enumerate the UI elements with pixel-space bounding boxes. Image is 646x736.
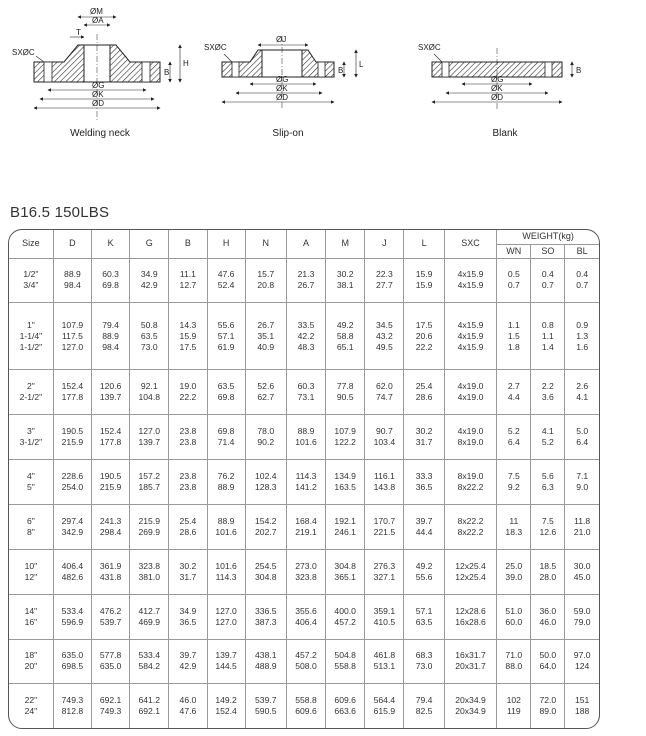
bl-label-d: ØD bbox=[491, 93, 503, 102]
table-cell: 79.4 82.5 bbox=[404, 684, 444, 728]
slip-on-drawing bbox=[204, 35, 364, 110]
table-cell: 5.6 6.3 bbox=[531, 459, 565, 504]
table-cell: 4x19.0 8x19.0 bbox=[444, 414, 497, 459]
table-cell: 400.0 457.2 bbox=[326, 594, 365, 639]
table-cell: 127.0 127.0 bbox=[207, 594, 245, 639]
table-cell: 39.7 44.4 bbox=[404, 504, 444, 549]
wn-label-m: ØM bbox=[90, 7, 103, 16]
table-cell: 7.1 9.0 bbox=[565, 459, 599, 504]
table-cell: 2.6 4.1 bbox=[565, 369, 599, 414]
table-cell: 168.4 219.1 bbox=[286, 504, 325, 549]
table-cell: 4.1 5.2 bbox=[531, 414, 565, 459]
table-cell: 19.0 22.2 bbox=[169, 369, 207, 414]
table-cell: 34.9 36.5 bbox=[169, 594, 207, 639]
wn-label-a: ØA bbox=[92, 16, 104, 25]
table-cell: 50.0 64.0 bbox=[531, 639, 565, 684]
table-cell: 749.3 812.8 bbox=[53, 684, 91, 728]
table-cell: 23.8 23.8 bbox=[169, 414, 207, 459]
table-cell: 577.8 635.0 bbox=[92, 639, 130, 684]
table-cell: 55.6 57.1 61.9 bbox=[207, 303, 245, 369]
table-cell: 533.4 584.2 bbox=[130, 639, 169, 684]
table-cell: 127.0 139.7 bbox=[130, 414, 169, 459]
table-cell: 151 188 bbox=[575, 695, 590, 717]
table-cell: 323.8 381.0 bbox=[130, 549, 169, 594]
table-cell: 15.9 15.9 bbox=[404, 258, 444, 303]
table-cell: 609.6 663.6 bbox=[326, 684, 365, 728]
table-cell: 21.3 26.7 bbox=[286, 258, 325, 303]
table-cell: 215.9 269.9 bbox=[130, 504, 169, 549]
so-label-j: ØJ bbox=[276, 35, 287, 44]
table-cell: 18" 20" bbox=[9, 639, 53, 684]
table-cell: 120.6 139.7 bbox=[92, 369, 130, 414]
table-cell: 192.1 246.1 bbox=[326, 504, 365, 549]
table-cell: 72.0 89.0 bbox=[531, 684, 565, 728]
table-cell: 4" 5" bbox=[9, 459, 53, 504]
table-cell: 88.9 101.6 bbox=[207, 504, 245, 549]
column-header-so: SO bbox=[531, 244, 565, 258]
table-cell: 304.8 365.1 bbox=[326, 549, 365, 594]
dimensions-table bbox=[9, 230, 599, 728]
table-cell: 6" 8" bbox=[9, 504, 53, 549]
table-cell: 476.2 539.7 bbox=[92, 594, 130, 639]
table-cell: 0.5 0.7 bbox=[497, 258, 531, 303]
table-cell: 692.1 749.3 bbox=[92, 684, 130, 728]
so-label-k: ØK bbox=[276, 84, 288, 93]
table-cell: 102 119 bbox=[497, 684, 531, 728]
table-row bbox=[9, 549, 599, 594]
table-cell: 33.5 42.2 48.3 bbox=[286, 303, 325, 369]
column-header-size: Size bbox=[9, 230, 53, 258]
column-header-d: D bbox=[53, 230, 91, 258]
table-cell: 68.3 73.0 bbox=[404, 639, 444, 684]
column-header-weight: WEIGHT(kg) bbox=[497, 230, 599, 244]
column-header-l: L bbox=[404, 230, 444, 258]
table-cell: 641.2 692.1 bbox=[130, 684, 169, 728]
column-header-b: B bbox=[169, 230, 207, 258]
table-cell: 0.4 0.7 bbox=[531, 258, 565, 303]
table-cell: 149.2 152.4 bbox=[207, 684, 245, 728]
table-cell: 63.5 69.8 bbox=[207, 369, 245, 414]
table-cell: 20x34.9 20x34.9 bbox=[444, 684, 497, 728]
table-row bbox=[9, 639, 599, 684]
table-cell: 152.4 177.8 bbox=[92, 414, 130, 459]
table-cell: 190.5 215.9 bbox=[92, 459, 130, 504]
table-cell: 10" 12" bbox=[9, 549, 53, 594]
table-cell: 254.5 304.8 bbox=[245, 549, 286, 594]
wn-label-b: B bbox=[164, 68, 170, 77]
caption-blank: Blank bbox=[492, 128, 518, 139]
table-cell: 15.7 20.8 bbox=[245, 258, 286, 303]
table-cell: 25.0 39.0 bbox=[497, 549, 531, 594]
table-cell: 0.9 1.3 1.6 bbox=[565, 303, 599, 369]
bl-label-b: B bbox=[576, 66, 582, 75]
bl-label-g: ØG bbox=[491, 75, 504, 84]
table-cell: 34.5 43.2 49.5 bbox=[365, 303, 404, 369]
table-cell: 25.4 28.6 bbox=[169, 504, 207, 549]
table-cell: 12x28.6 16x28.6 bbox=[444, 594, 497, 639]
table-cell: 1.1 1.5 1.8 bbox=[497, 303, 531, 369]
table-cell: 170.7 221.5 bbox=[365, 504, 404, 549]
table-row bbox=[9, 504, 599, 549]
table-row bbox=[9, 258, 599, 303]
table-cell: 88.9 98.4 bbox=[53, 258, 91, 303]
table-cell: 461.8 513.1 bbox=[365, 639, 404, 684]
table-cell: 18.5 28.0 bbox=[531, 549, 565, 594]
table-row bbox=[9, 684, 599, 728]
wn-label-d: ØD bbox=[92, 99, 104, 108]
table-title: B16.5 150LBS bbox=[10, 204, 110, 221]
column-header-h: H bbox=[207, 230, 245, 258]
table-cell: 139.7 144.5 bbox=[207, 639, 245, 684]
table-body bbox=[9, 258, 599, 728]
table-header-row bbox=[9, 230, 599, 244]
table-cell: 504.8 558.8 bbox=[326, 639, 365, 684]
table-cell: 51.0 60.0 bbox=[497, 594, 531, 639]
table-cell: 107.9 117.5 127.0 bbox=[53, 303, 91, 369]
dimensions-table-frame bbox=[8, 229, 600, 729]
table-cell: 0.8 1.1 1.4 bbox=[531, 303, 565, 369]
table-cell: 8x19.0 8x22.2 bbox=[444, 459, 497, 504]
column-header-bl: BL bbox=[565, 244, 599, 258]
table-cell: 14" 16" bbox=[9, 594, 53, 639]
table-cell: 11.1 12.7 bbox=[169, 258, 207, 303]
table-cell: 5.0 6.4 bbox=[565, 414, 599, 459]
table-cell: 77.8 90.5 bbox=[326, 369, 365, 414]
table-cell: 23.8 23.8 bbox=[169, 459, 207, 504]
table-cell: 5.2 6.4 bbox=[497, 414, 531, 459]
table-cell: 2.2 3.6 bbox=[531, 369, 565, 414]
table-cell: 157.2 185.7 bbox=[130, 459, 169, 504]
table-cell: 30.2 31.7 bbox=[404, 414, 444, 459]
table-cell: 107.9 122.2 bbox=[326, 414, 365, 459]
table-cell: 533.4 596.9 bbox=[53, 594, 91, 639]
table-cell: 154.2 202.7 bbox=[245, 504, 286, 549]
table-cell: 78.0 90.2 bbox=[245, 414, 286, 459]
wn-label-g: ØG bbox=[92, 81, 105, 90]
column-header-sxc: SXC bbox=[444, 230, 497, 258]
blank-drawing bbox=[418, 43, 581, 110]
caption-welding-neck: Welding neck bbox=[70, 128, 130, 139]
table-cell: 60.3 69.8 bbox=[92, 258, 130, 303]
table-cell: 4x15.9 4x15.9 bbox=[444, 258, 497, 303]
table-cell: 539.7 590.5 bbox=[245, 684, 286, 728]
bl-label-k: ØK bbox=[491, 84, 503, 93]
bl-label-s: SXØC bbox=[418, 43, 441, 52]
table-cell: 88.9 101.6 bbox=[286, 414, 325, 459]
table-cell: 635.0 698.5 bbox=[53, 639, 91, 684]
table-cell: 76.2 88.9 bbox=[207, 459, 245, 504]
column-header-j: J bbox=[365, 230, 404, 258]
column-header-m: M bbox=[326, 230, 365, 258]
table-cell: 69.8 71.4 bbox=[207, 414, 245, 459]
table-cell: 79.4 88.9 98.4 bbox=[92, 303, 130, 369]
wn-label-t: T bbox=[76, 28, 81, 37]
table-cell: 438.1 488.9 bbox=[245, 639, 286, 684]
table-cell: 49.2 55.6 bbox=[404, 549, 444, 594]
wn-label-h: H bbox=[183, 59, 189, 68]
table-row bbox=[9, 303, 599, 369]
column-header-g: G bbox=[130, 230, 169, 258]
table-cell: 12x25.4 12x25.4 bbox=[444, 549, 497, 594]
table-row bbox=[9, 414, 599, 459]
table-cell: 152.4 177.8 bbox=[53, 369, 91, 414]
table-cell: 359.1 410.5 bbox=[365, 594, 404, 639]
column-header-a: A bbox=[286, 230, 325, 258]
table-cell: 25.4 28.6 bbox=[404, 369, 444, 414]
wn-label-k: ØK bbox=[92, 90, 104, 99]
table-cell: 2.7 4.4 bbox=[497, 369, 531, 414]
table-cell: 46.0 47.6 bbox=[169, 684, 207, 728]
table-cell: 134.9 163.5 bbox=[326, 459, 365, 504]
table-cell: 361.9 431.8 bbox=[92, 549, 130, 594]
table-cell: 190.5 215.9 bbox=[53, 414, 91, 459]
table-cell: 7.5 9.2 bbox=[497, 459, 531, 504]
so-label-l: L bbox=[359, 60, 364, 69]
table-cell: 114.3 141.2 bbox=[286, 459, 325, 504]
so-label-b: B bbox=[338, 66, 344, 75]
table-cell: 30.0 45.0 bbox=[565, 549, 599, 594]
table-cell: 50.8 63.5 73.0 bbox=[130, 303, 169, 369]
table-cell: 22.3 27.7 bbox=[365, 258, 404, 303]
table-cell: 17.5 20.6 22.2 bbox=[404, 303, 444, 369]
table-cell: 2" 2-1/2" bbox=[9, 369, 53, 414]
table-cell: 90.7 103.4 bbox=[365, 414, 404, 459]
so-label-g: ØG bbox=[276, 75, 289, 84]
column-header-n: N bbox=[245, 230, 286, 258]
table-cell: 97.0 124 bbox=[565, 639, 599, 684]
table-cell: 336.5 387.3 bbox=[245, 594, 286, 639]
table-row bbox=[9, 594, 599, 639]
table-cell: 102.4 128.3 bbox=[245, 459, 286, 504]
table-cell: 457.2 508.0 bbox=[286, 639, 325, 684]
table-cell: 52.6 62.7 bbox=[245, 369, 286, 414]
table-cell: 276.3 327.1 bbox=[365, 549, 404, 594]
table-cell: 30.2 38.1 bbox=[326, 258, 365, 303]
so-label-d: ØD bbox=[276, 93, 288, 102]
table-row bbox=[9, 459, 599, 504]
table-cell: 33.3 36.5 bbox=[404, 459, 444, 504]
table-cell: 1/2" 3/4" bbox=[9, 258, 53, 303]
table-cell: 71.0 88.0 bbox=[497, 639, 531, 684]
table-cell: 0.4 0.7 bbox=[565, 258, 599, 303]
column-header-wn: WN bbox=[497, 244, 531, 258]
table-cell: 60.3 73.1 bbox=[286, 369, 325, 414]
table-cell: 16x31.7 20x31.7 bbox=[444, 639, 497, 684]
table-cell: 57.1 63.5 bbox=[404, 594, 444, 639]
table-cell: 26.7 35.1 40.9 bbox=[245, 303, 286, 369]
table-cell: 116.1 143.8 bbox=[365, 459, 404, 504]
table-cell: 3" 3-1/2" bbox=[9, 414, 53, 459]
table-cell: 7.5 12.6 bbox=[531, 504, 565, 549]
table-cell: 36.0 46.0 bbox=[531, 594, 565, 639]
column-header-k: K bbox=[92, 230, 130, 258]
flange-drawings bbox=[0, 0, 646, 150]
caption-slip-on: Slip-on bbox=[272, 128, 304, 139]
table-cell: 412.7 469.9 bbox=[130, 594, 169, 639]
table-cell: 273.0 323.8 bbox=[286, 549, 325, 594]
table-cell: 1" 1-1/4" 1-1/2" bbox=[9, 303, 53, 369]
table-cell: 22" 24" bbox=[9, 684, 53, 728]
table-cell: 59.0 79.0 bbox=[565, 594, 599, 639]
table-cell: 241.3 298.4 bbox=[92, 504, 130, 549]
wn-label-s: SXØC bbox=[12, 48, 35, 57]
table-cell: 228.6 254.0 bbox=[53, 459, 91, 504]
table-cell: 47.6 52.4 bbox=[207, 258, 245, 303]
table-row bbox=[9, 369, 599, 414]
table-cell: 39.7 42.9 bbox=[169, 639, 207, 684]
table-cell: 4x19.0 4x19.0 bbox=[444, 369, 497, 414]
table-cell: 11.8 21.0 bbox=[565, 504, 599, 549]
table-cell: 92.1 104.8 bbox=[130, 369, 169, 414]
table-cell: 101.6 114.3 bbox=[207, 549, 245, 594]
table-cell: 14.3 15.9 17.5 bbox=[169, 303, 207, 369]
table-cell: 49.2 58.8 65.1 bbox=[326, 303, 365, 369]
table-cell: 30.2 31.7 bbox=[169, 549, 207, 594]
table-cell: 34.9 42.9 bbox=[130, 258, 169, 303]
so-label-s: SXØC bbox=[204, 43, 227, 52]
table-cell: 62.0 74.7 bbox=[365, 369, 404, 414]
table-cell: 558.8 609.6 bbox=[286, 684, 325, 728]
welding-neck-drawing bbox=[12, 7, 189, 120]
table-cell: 4x15.9 4x15.9 4x15.9 bbox=[444, 303, 497, 369]
table-cell: 297.4 342.9 bbox=[53, 504, 91, 549]
table-cell: 564.4 615.9 bbox=[365, 684, 404, 728]
table-cell: 8x22.2 8x22.2 bbox=[444, 504, 497, 549]
table-cell: 406.4 482.6 bbox=[53, 549, 91, 594]
table-cell: 355.6 406.4 bbox=[286, 594, 325, 639]
table-cell: 11 18.3 bbox=[497, 504, 531, 549]
